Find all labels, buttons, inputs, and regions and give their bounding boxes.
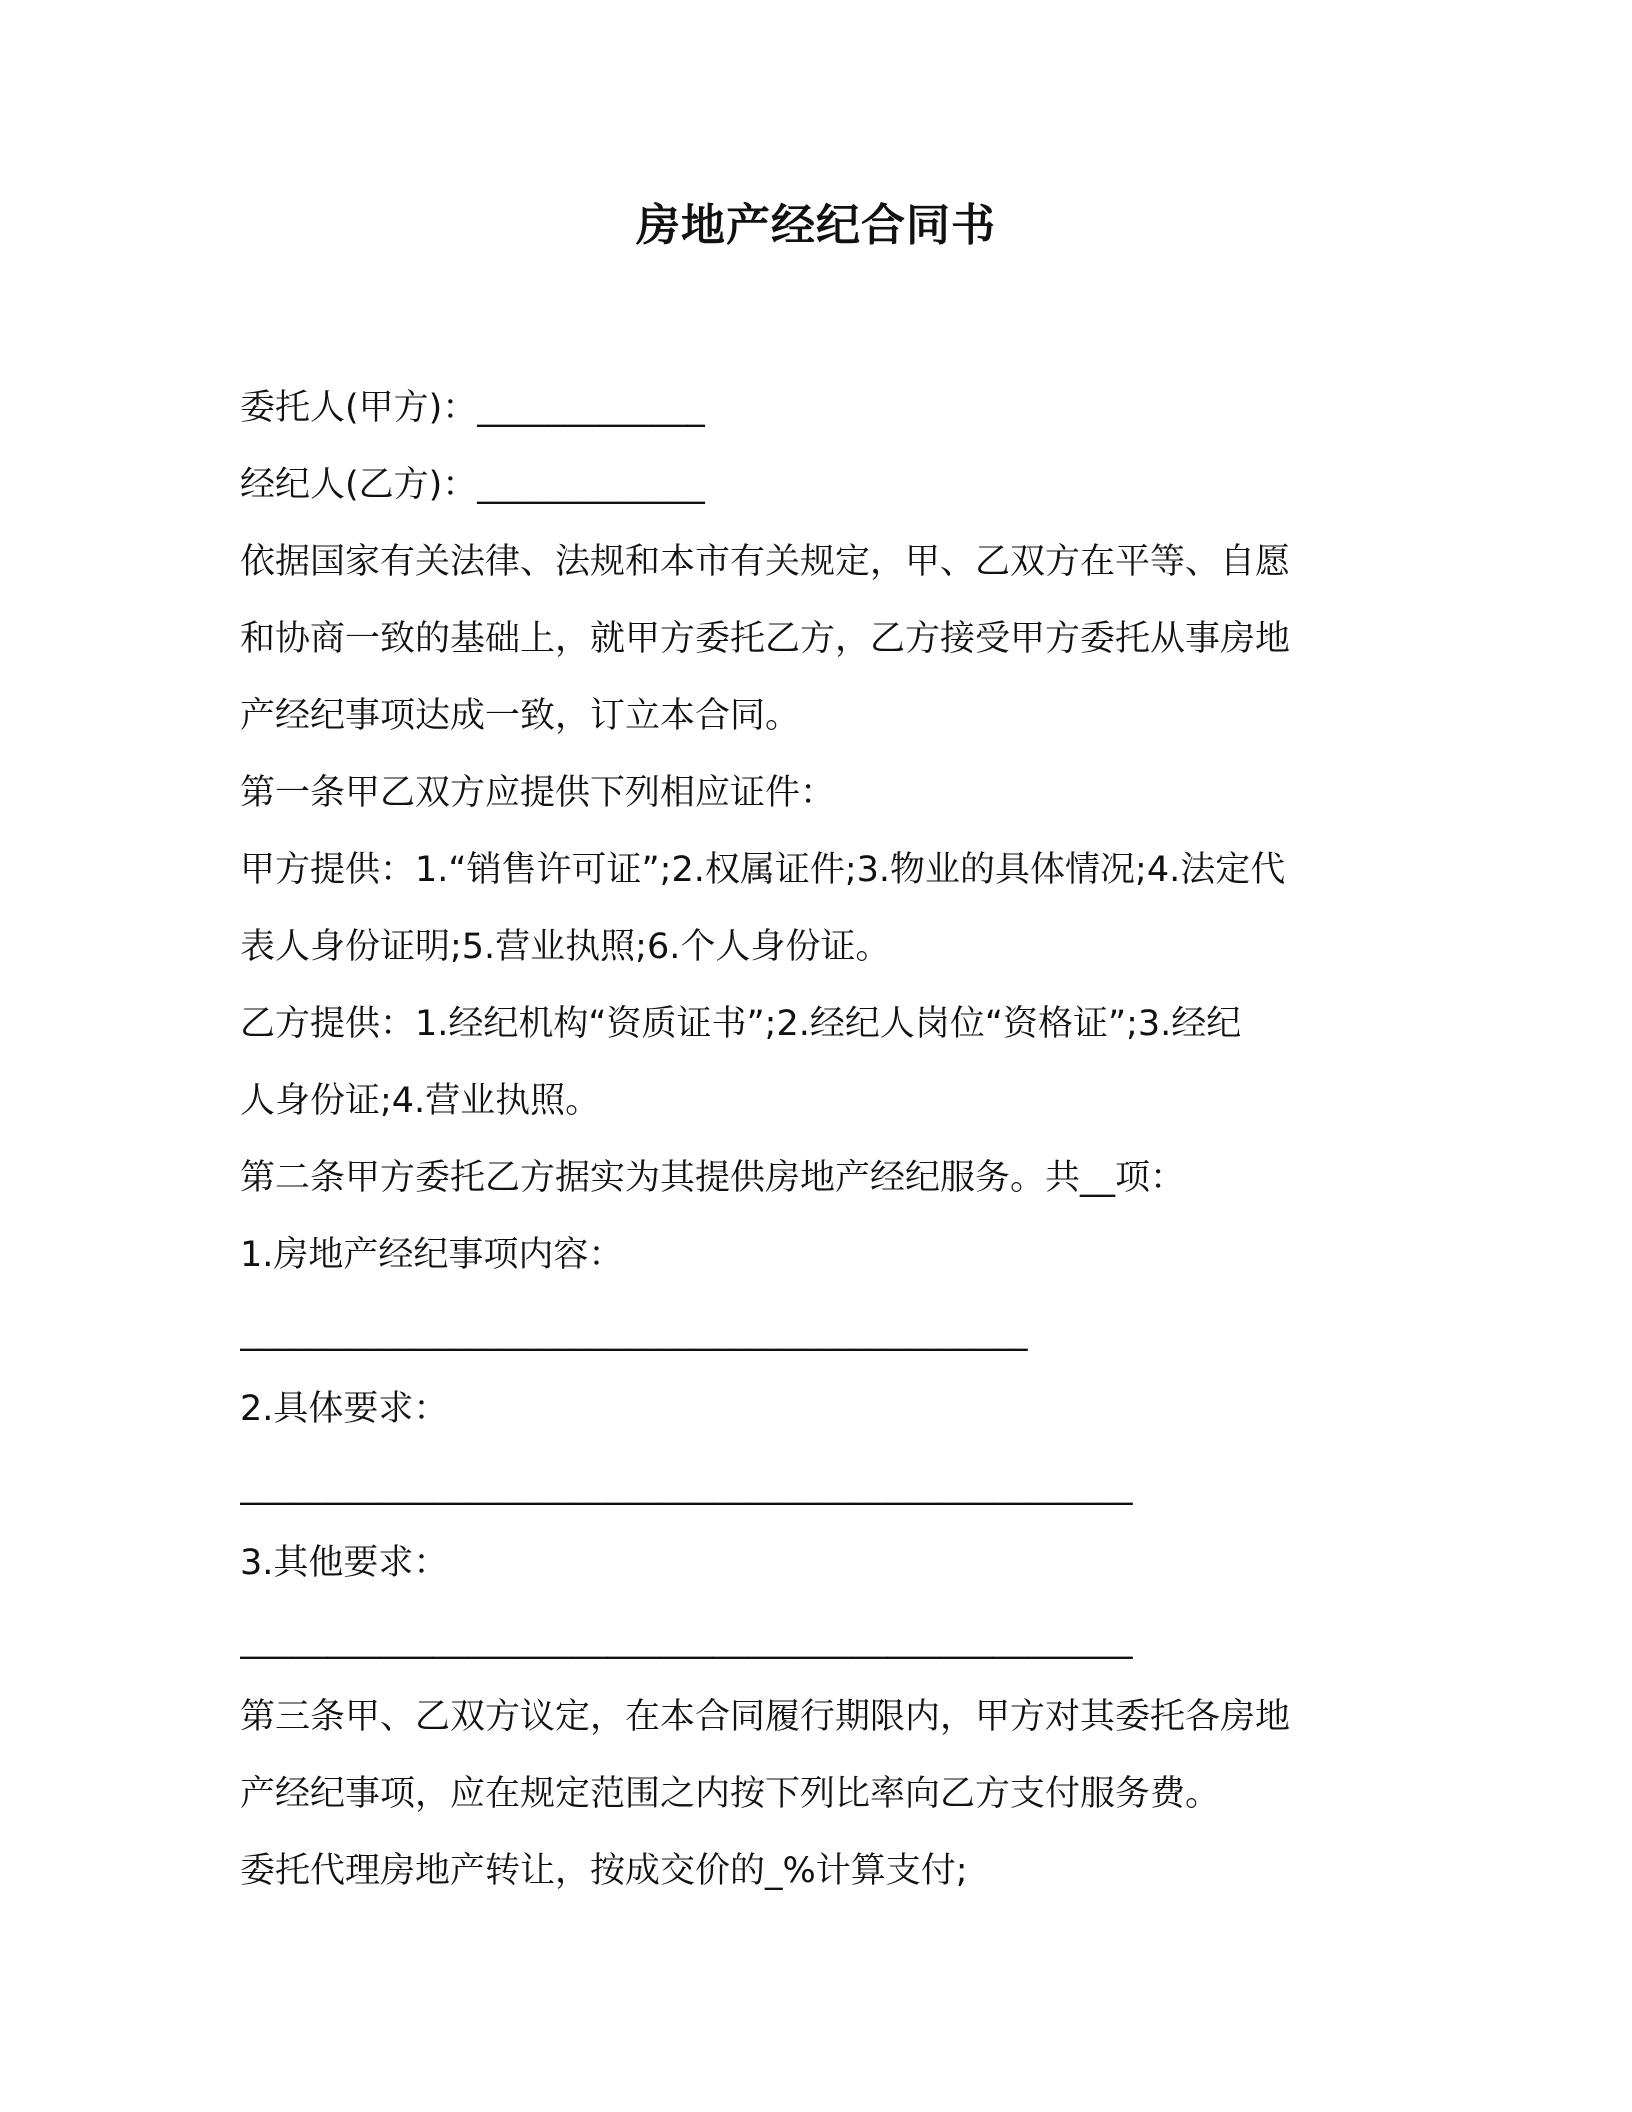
preamble-line-2: 和协商一致的基础上，就甲方委托乙方，乙方接受甲方委托从事房地 <box>240 619 1291 659</box>
principal-party-a-line: 委托人(甲方)：_____________ <box>240 388 705 428</box>
transfer-fee-line: 委托代理房地产转让，按成交价的_%计算支付; <box>240 1851 968 1891</box>
article-1-heading: 第一条甲乙双方应提供下列相应证件： <box>240 773 836 813</box>
article-3-line-2: 产经纪事项，应在规定范围之内按下列比率向乙方支付服务费。 <box>240 1774 1221 1814</box>
document-title: 房地产经纪合同书 <box>636 200 996 251</box>
item-3-blank: ___________________________________________________ <box>240 1620 1133 1660</box>
item-1-blank: _____________________________________________ <box>240 1312 1028 1352</box>
preamble-line-3: 产经纪事项达成一致，订立本合同。 <box>240 696 801 736</box>
item-3-label: 3.其他要求： <box>240 1543 449 1583</box>
item-2-label: 2.具体要求： <box>240 1389 449 1429</box>
article-2-heading: 第二条甲方委托乙方据实为其提供房地产经纪服务。共__项： <box>240 1158 1186 1198</box>
preamble-line-1: 依据国家有关法律、法规和本市有关规定，甲、乙双方在平等、自愿 <box>240 542 1291 582</box>
party-a-documents-line-1: 甲方提供：1.“销售许可证”;2.权属证件;3.物业的具体情况;4.法定代 <box>240 850 1286 890</box>
party-b-documents-line-1: 乙方提供：1.经纪机构“资质证书”;2.经纪人岗位“资格证”;3.经纪 <box>240 1004 1242 1044</box>
party-a-documents-line-2: 表人身份证明;5.营业执照;6.个人身份证。 <box>240 927 891 967</box>
item-2-blank: ___________________________________________________ <box>240 1466 1133 1506</box>
broker-party-b-line: 经纪人(乙方)：_____________ <box>240 465 705 505</box>
item-1-label: 1.房地产经纪事项内容： <box>240 1235 624 1275</box>
party-b-documents-line-2: 人身份证;4.营业执照。 <box>240 1081 601 1121</box>
article-3-line-1: 第三条甲、乙双方议定，在本合同履行期限内，甲方对其委托各房地 <box>240 1697 1291 1737</box>
document-body <box>240 370 1380 1910</box>
